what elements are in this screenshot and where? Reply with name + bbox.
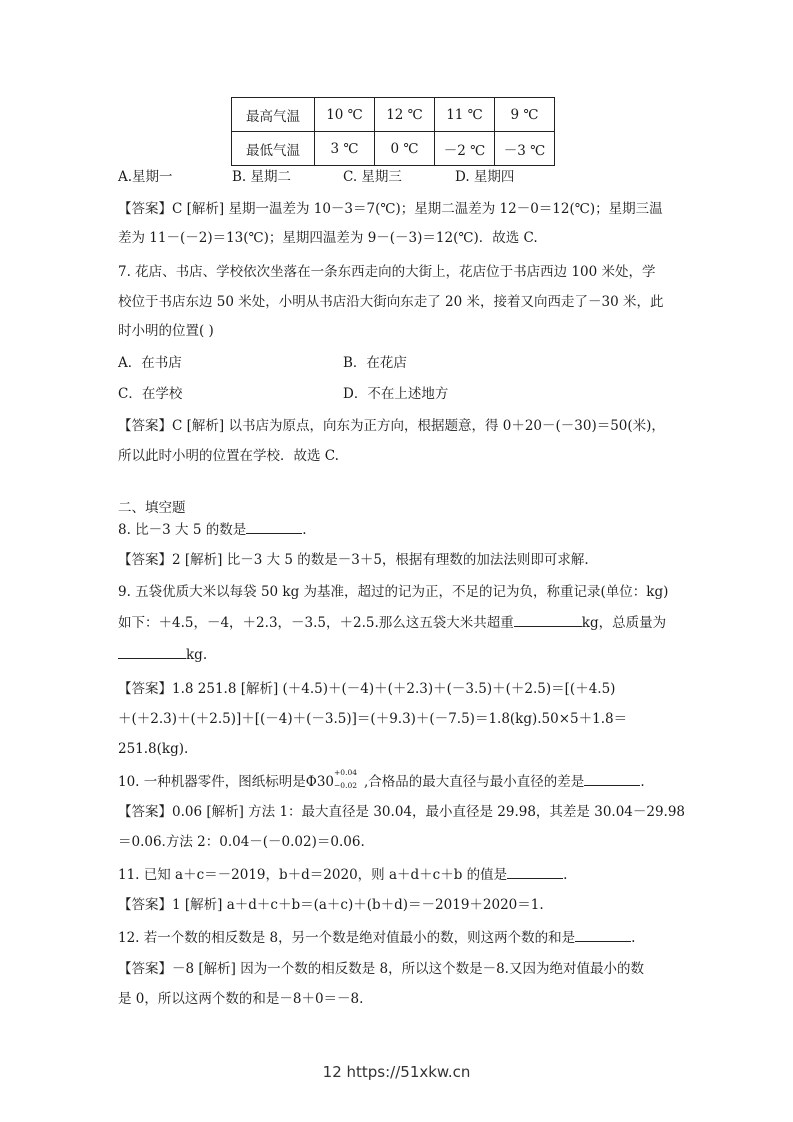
question-text: 10. 一种机器零件，图纸标明是Φ30 [118,774,335,790]
answer-blank [575,928,631,942]
question-text: 如下：＋4.5，－4，＋2.3，－3.5，＋2.5.那么这五袋大米共超重 [118,615,514,631]
question-end: . [631,930,636,946]
option-b: B．在花店 [343,355,407,371]
question-text: 8. 比－3 大 5 的数是 [118,522,247,538]
question-text: ,合格品的最大直径与最小直径的差是 [364,774,585,790]
table-cell: 最高气温 [232,98,315,132]
answer-line: 所以此时小明的位置在学校．故选 C. [118,448,339,464]
table-cell: 0 ℃ [375,132,435,166]
question-line [118,768,645,791]
answer-line: 【答案】C [解析] 星期一温差为 10－3＝7(℃)；星期二温差为 12－0＝12(℃)；星期三温 [118,201,663,217]
table-cell: 最低气温 [232,132,315,166]
table-cell: －3 ℃ [495,132,555,166]
answer-blank [514,613,582,627]
table-cell: 10 ℃ [315,98,375,132]
table-row [232,132,555,166]
answer-line: 【答案】－8 [解析] 因为一个数的相反数是 8，所以这个数是－8.又因为绝对值最小的数 [118,961,644,977]
tolerance-notation [334,768,364,790]
question-line: 校位于书店东边 50 米处，小明从书店沿大街向东走了 20 米，接着又向西走了－30 米，此 [118,294,664,310]
answer-blank [118,645,186,659]
question-line [118,928,635,947]
table-cell: 12 ℃ [375,98,435,132]
question-end: . [640,774,645,790]
question-line [118,613,666,632]
option-a: A．在书店 [118,355,182,371]
table-cell: 11 ℃ [435,98,495,132]
answer-line: 【答案】1 [解析] a＋d＋c＋b＝(a＋c)＋(b＋d)＝－2019＋2020＝1. [118,897,544,913]
question-line: 9. 五袋优质大米以每袋 50 kg 为基准，超过的记为正，不足的记为负，称重记录(单位：kg) [118,584,669,600]
tolerance-lower: −0.02 [334,781,357,790]
option-a: A.星期一 [118,169,173,185]
question-text: kg，总质量为 [581,615,667,631]
question-text: 12. 若一个数的相反数是 8，另一个数是绝对值最小的数，则这两个数的和是 [118,930,576,946]
option-c: C．在学校 [118,386,183,402]
temperature-table [231,97,555,166]
question-end: . [302,522,307,538]
question-text: kg. [186,647,208,663]
question-end: . [563,867,568,883]
option-c: C. 星期三 [343,169,402,185]
answer-line: 251.8(kg). [118,741,189,757]
question-text: 11. 已知 a＋c＝－2019，b＋d＝2020，则 a＋d＋c＋b 的值是 [118,867,508,883]
question-line: 时小明的位置( ) [118,323,214,339]
answer-line: 差为 11－(－2)＝13(℃)；星期四温差为 9－(－3)＝12(℃)．故选 C. [118,230,538,246]
option-d: D．不在上述地方 [343,386,449,402]
table-cell: 3 ℃ [315,132,375,166]
question-line [118,520,307,539]
answer-blank [584,772,640,786]
question-line: 7. 花店、书店、学校依次坐落在一条东西走向的大街上，花店位于书店西边 100 米处，学 [118,264,656,280]
question-line [118,865,567,884]
table-row [232,98,555,132]
option-b: B. 星期二 [232,169,292,185]
table-cell: －2 ℃ [435,132,495,166]
section-heading: 二、填空题 [118,500,186,516]
answer-line: ＝0.06.方法 2：0.04－(－0.02)＝0.06. [118,834,365,850]
answer-line: 【答案】C [解析] 以书店为原点，向东为正方向，根据题意，得 0＋20－(－30)＝50(米)， [118,418,665,434]
tolerance-upper: +0.04 [334,768,357,777]
question-line [118,645,207,664]
page-footer: 12 https://51xkw.cn [322,1063,471,1081]
answer-blank [246,520,302,534]
answer-line: 【答案】0.06 [解析] 方法 1：最大直径是 30.04，最小直径是 29.98，其差是 30.04－29.98 [118,804,686,820]
table-cell: 9 ℃ [495,98,555,132]
answer-line: 是 0，所以这两个数的和是－8＋0＝－8. [118,991,364,1007]
answer-blank [507,865,563,879]
answer-line: ＋(＋2.3)＋(＋2.5)]＋[(－4)＋(－3.5)]＝(＋9.3)＋(－7.5)＝1.8(kg).50×5＋1.8＝ [118,711,628,727]
option-d: D. 星期四 [455,169,515,185]
answer-line: 【答案】2 [解析] 比－3 大 5 的数是－3＋5，根据有理数的加法法则即可求解. [118,552,589,568]
answer-line: 【答案】1.8 251.8 [解析] (＋4.5)＋(－4)＋(＋2.3)＋(－3.5)＋(＋2.5)＝[(＋4.5) [118,681,616,697]
